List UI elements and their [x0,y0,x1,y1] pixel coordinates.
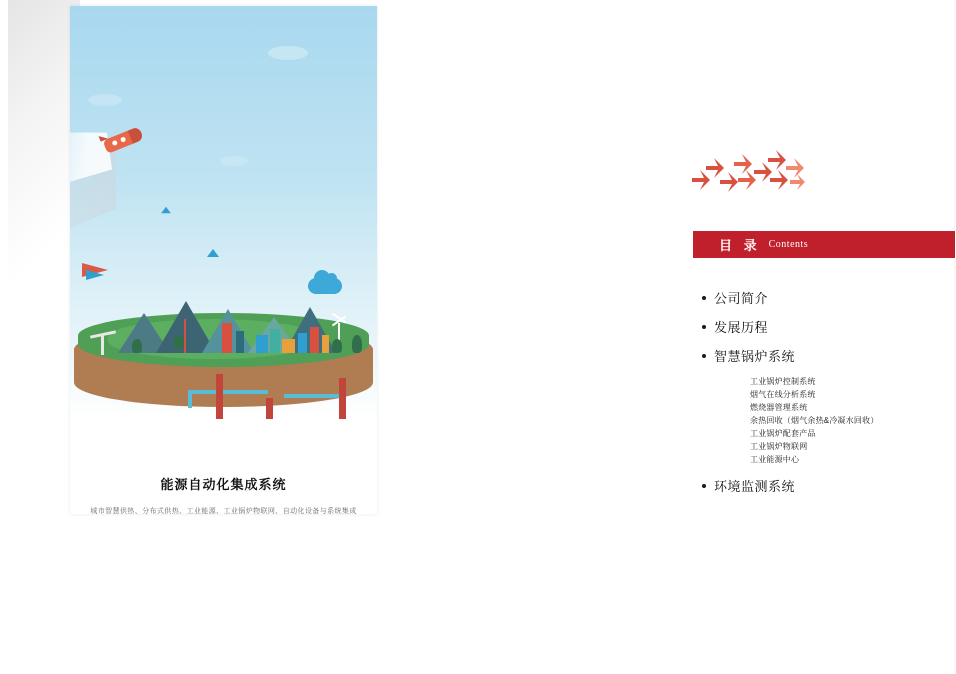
toc-label: 公司简介 [714,291,769,306]
blue-cloud-icon [308,278,342,294]
transmission-tower-icon [184,319,186,353]
energy-city-illustration [70,6,377,419]
toc-entry-history[interactable] [702,317,952,336]
toc-entry-smart-boiler[interactable] [702,346,952,365]
heat-pipe [339,378,346,419]
toc-sublist-smart-boiler [750,375,952,466]
toc-subitem[interactable]: 余热回收（烟气余热&冷凝水回收） [750,416,879,425]
cover-page [8,0,388,674]
tree-icon [352,335,362,353]
heat-pipe [266,398,273,419]
toc-subitem[interactable]: 烟气在线分析系统 [750,390,816,399]
cloud-icon [88,94,122,106]
kite-icon [161,207,171,213]
company-logo [690,148,812,196]
toc-entry-environment-monitoring[interactable] [702,476,952,495]
heat-pipe [216,374,223,419]
bullet-icon [702,354,706,358]
oil-pump-icon [90,333,116,355]
factory-chimney-icon [222,323,232,353]
factory-chimney-icon [236,331,244,353]
bullet-icon [702,484,706,488]
paper-plane-icon [82,259,116,279]
water-pipe [284,394,344,398]
factory-chimney-icon [310,327,319,353]
tree-icon [332,339,342,353]
kite-icon [207,249,219,257]
water-pipe [188,390,268,394]
toc-subitem[interactable]: 工业锅炉物联网 [750,442,808,451]
cover-caption [70,474,377,514]
cover-title: 能源自动化集成系统 [160,477,287,492]
bullet-icon [702,325,706,329]
toc-subitem[interactable]: 工业锅炉控制系统 [750,377,816,386]
cover-sheet [70,6,377,514]
factory-chimney-icon [322,335,329,353]
tree-icon [174,335,184,349]
building-icon [282,339,295,353]
toc-label: 环境监测系统 [714,479,796,494]
tree-icon [132,339,142,353]
cloud-icon [268,46,308,60]
building-icon [298,333,307,353]
building-icon [256,335,268,353]
cover-subtitle: 城市智慧供热、分布式供热、工业能源、工业锅炉物联网、自动化设备与系统集成 [90,508,357,514]
table-of-contents [702,288,952,505]
cloud-icon [220,156,248,166]
toc-label: 智慧锅炉系统 [714,349,796,364]
contents-header-bar [693,231,955,258]
landscape [70,307,377,419]
rocket-icon [96,123,146,159]
toc-subitem[interactable]: 工业能源中心 [750,455,800,464]
toc-subitem[interactable]: 燃烧器管理系统 [750,403,808,412]
building-icon [270,329,280,353]
toc-subitem[interactable]: 工业锅炉配套产品 [750,429,816,438]
bullet-icon [702,296,706,300]
water-pipe [188,390,192,408]
contents-page [640,0,956,674]
toc-entry-company-intro[interactable] [702,288,952,307]
contents-heading-en: Contents [768,239,809,250]
contents-heading-cn: 目 录 [719,238,761,253]
toc-label: 发展历程 [714,320,769,335]
